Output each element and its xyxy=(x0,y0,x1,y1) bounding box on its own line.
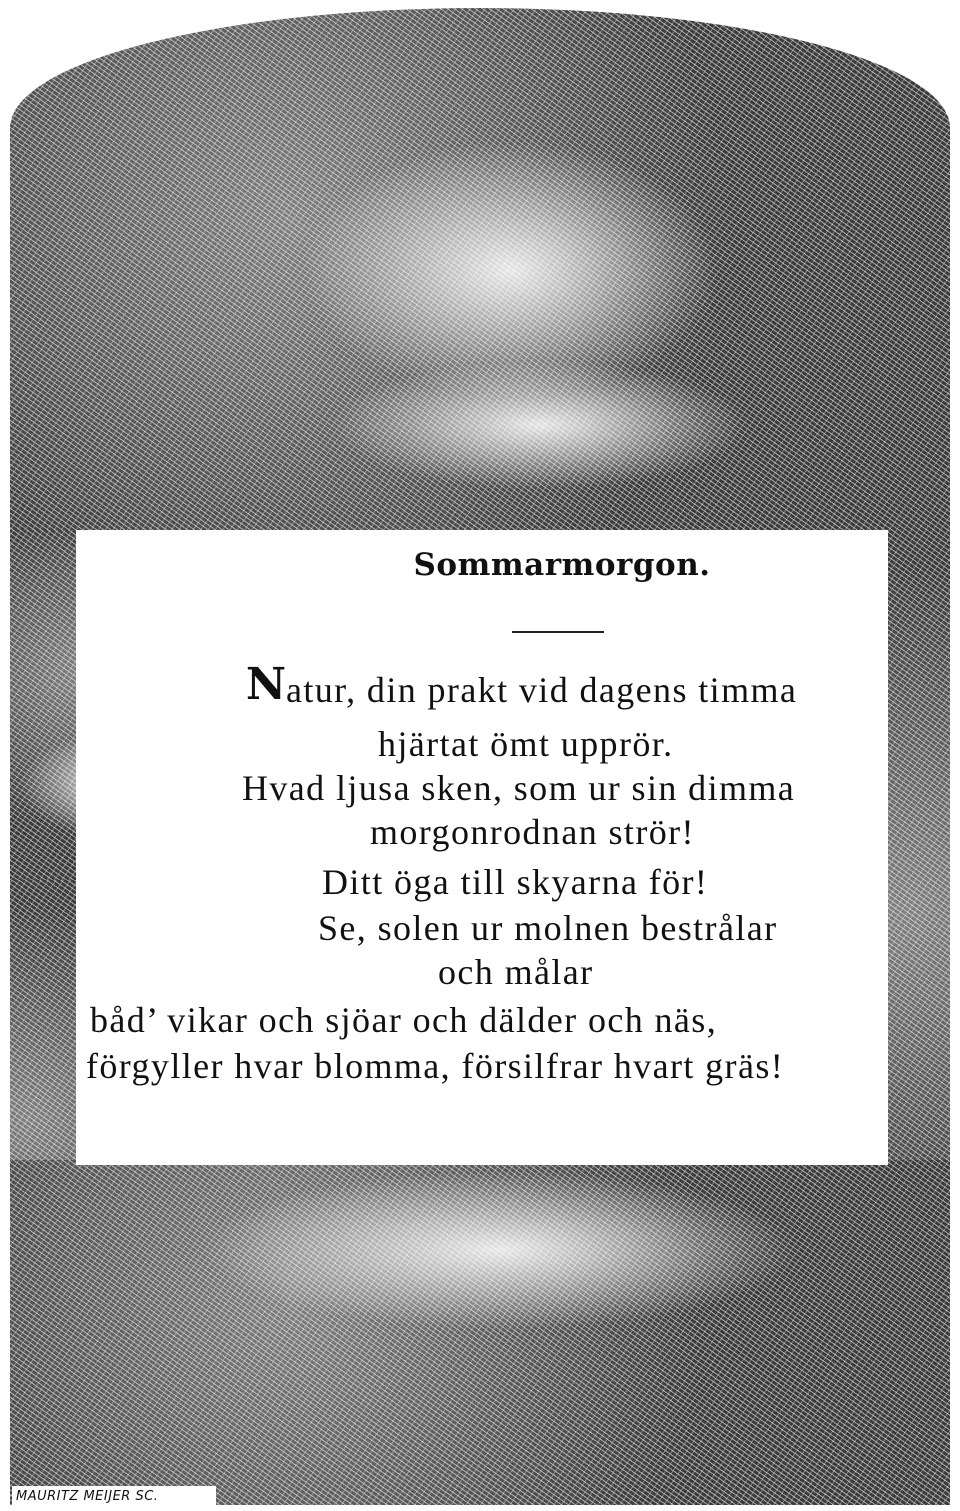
poem-line: atur, din prakt vid dagens timma xyxy=(286,670,798,710)
lake-reflection xyxy=(330,360,750,490)
drop-cap-initial: N xyxy=(245,659,287,710)
poem-line: Hvad ljusa sken, som ur sin dimma xyxy=(242,768,796,808)
dance-scene-sky xyxy=(200,1170,800,1330)
poem-title: Sommarmorgon. xyxy=(413,547,711,583)
poem-line: förgyller hvar blomma, försilfrar hvart gräs! xyxy=(86,1046,785,1086)
engraver-signature: MAURITZ MEIJER SC. xyxy=(12,1486,216,1508)
poem-line: Se, solen ur molnen bestrålar xyxy=(318,908,778,948)
poem-line: morgonrodnan strör! xyxy=(370,812,695,852)
poem-line: hjärtat ömt upprör. xyxy=(378,724,674,764)
poem-line: Ditt öga till skyarna för! xyxy=(322,862,709,902)
poem-line: och målar xyxy=(438,952,594,992)
poem-line: båd’ vikar och sjöar och dälder och näs, xyxy=(90,1000,718,1040)
title-divider xyxy=(512,631,604,633)
